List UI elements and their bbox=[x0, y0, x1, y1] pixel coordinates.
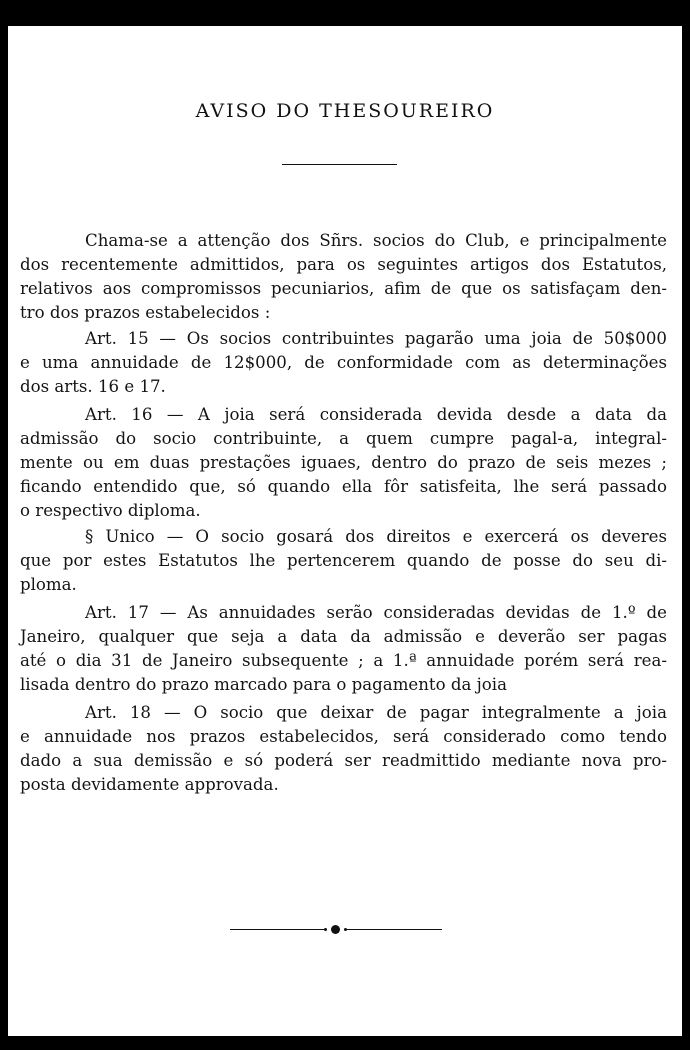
article-16-line: Art. 16 — A joia será considerada devida desde a data da bbox=[85, 405, 667, 424]
article-15-line: Art. 15 — Os socios contribuintes pagarão uma joia de 50$000 bbox=[85, 329, 667, 348]
ornament-right-rule bbox=[346, 929, 442, 930]
ornament-left-dot bbox=[324, 928, 327, 931]
title-divider bbox=[282, 164, 397, 165]
paragraph-line: tro dos prazos estabelecidos : bbox=[20, 303, 271, 322]
ornament-center-dot bbox=[331, 925, 340, 934]
paragraph-line: relativos aos compromissos pecuniarios, afim de que os satisfaçam den- bbox=[20, 279, 667, 298]
section-unico-line: ploma. bbox=[20, 575, 77, 594]
article-16-line: mente ou em duas prestações iguaes, dentro do prazo de seis mezes ; bbox=[20, 453, 667, 472]
article-17-line: até o dia 31 de Janeiro subsequente ; a 1.ª annuidade porém será rea- bbox=[20, 651, 667, 670]
article-15-line: e uma annuidade de 12$000, de conformidade com as determinações bbox=[20, 353, 667, 372]
section-unico-line: que por estes Estatutos lhe pertencerem quando de posse do seu di- bbox=[20, 551, 667, 570]
article-16-line: admissão do socio contribuinte, a quem cumpre pagal-a, integral- bbox=[20, 429, 667, 448]
article-18-line: posta devidamente approvada. bbox=[20, 775, 279, 794]
article-16-line: o respectivo diploma. bbox=[20, 501, 201, 520]
section-unico-line: § Unico — O socio gosará dos direitos e exercerá os deveres bbox=[85, 527, 667, 546]
article-17-line: Janeiro, qualquer que seja a data da admissão e deverão ser pagas bbox=[20, 627, 667, 646]
article-15-line: dos arts. 16 e 17. bbox=[20, 377, 166, 396]
article-16-line: ficando entendido que, só quando ella fôr satisfeita, lhe será passado bbox=[20, 477, 667, 496]
article-18-line: Art. 18 — O socio que deixar de pagar integralmente a joia bbox=[85, 703, 667, 722]
article-18-line: e annuidade nos prazos estabelecidos, será considerado como tendo bbox=[20, 727, 667, 746]
paragraph-line: Chama-se a attenção dos Sñrs. socios do Club, e principalmente bbox=[85, 231, 667, 250]
paragraph-line: dos recentemente admittidos, para os seguintes artigos dos Estatutos, bbox=[20, 255, 667, 274]
ornamental-divider bbox=[230, 918, 442, 942]
ornament-left-rule bbox=[230, 929, 326, 930]
article-17-line: lisada dentro do prazo marcado para o pagamento da joia bbox=[20, 675, 507, 694]
page-title: AVISO DO THESOUREIRO bbox=[195, 100, 495, 122]
document-page bbox=[8, 26, 682, 1036]
article-17-line: Art. 17 — As annuidades serão consideradas devidas de 1.º de bbox=[85, 603, 667, 622]
article-18-line: dado a sua demissão e só poderá ser readmittido mediante nova pro- bbox=[20, 751, 667, 770]
